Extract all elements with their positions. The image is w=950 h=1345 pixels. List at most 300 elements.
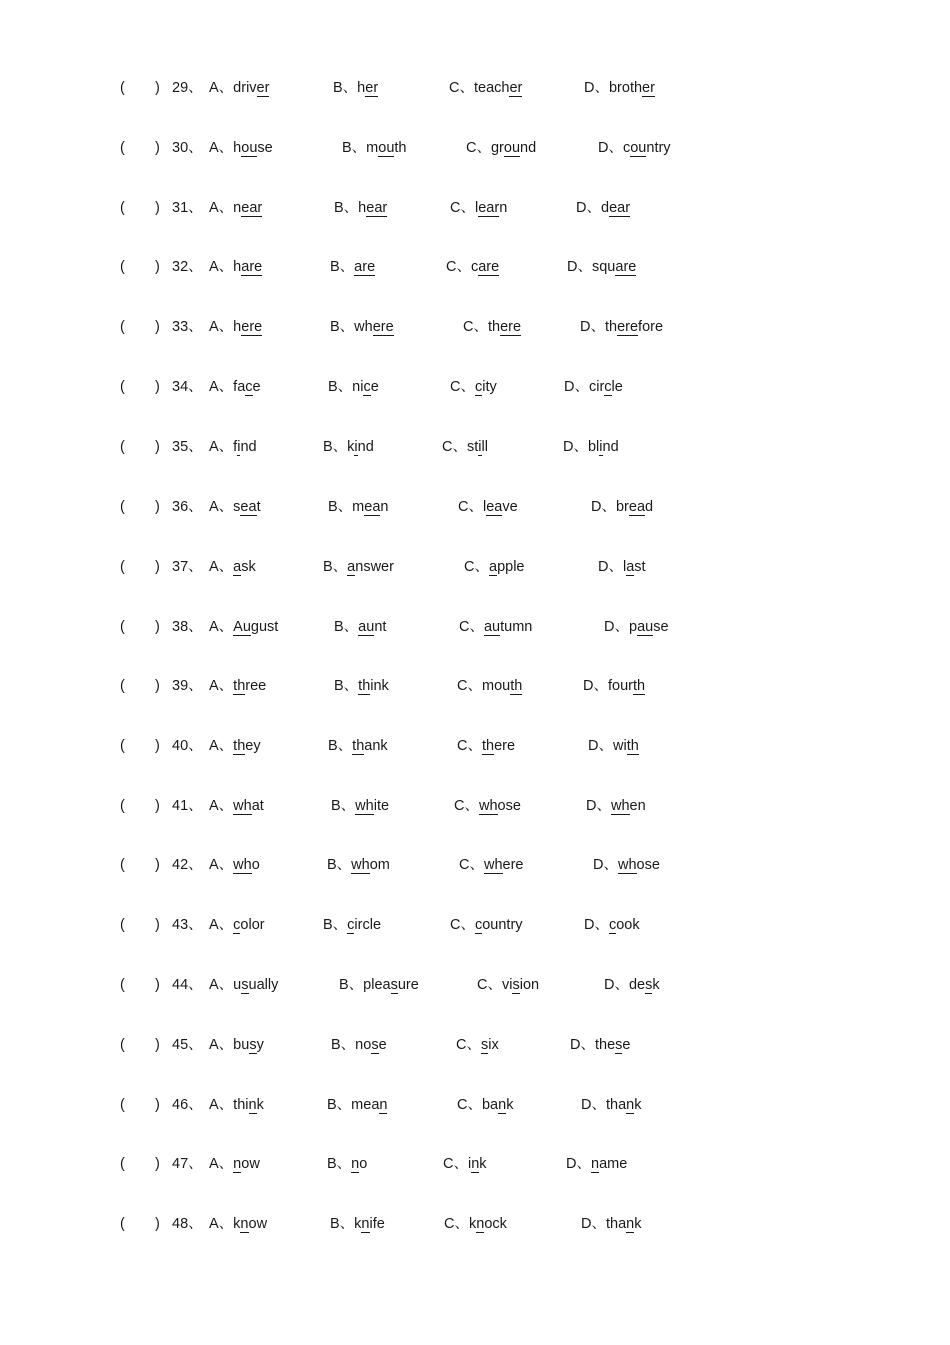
underlined-letters: ere	[241, 319, 263, 335]
underlined-letters: n	[351, 1156, 360, 1172]
option-c	[457, 735, 515, 757]
option-separator: 、	[218, 559, 234, 575]
underlined-letters: s	[615, 1037, 623, 1053]
option-letter: C	[443, 1156, 454, 1172]
option-separator: 、	[464, 798, 479, 814]
answer-blank-open-paren[interactable]: (	[120, 1097, 125, 1113]
option-separator: 、	[573, 439, 588, 455]
underlined-letters: n	[626, 1216, 635, 1232]
underlined-letters: c	[604, 379, 612, 395]
question-row	[0, 77, 950, 99]
underlined-letters: a	[233, 559, 242, 575]
underlined-letters: ou	[378, 140, 395, 156]
option-letter: C	[450, 379, 461, 395]
option-separator: 、	[467, 678, 482, 694]
word-prefix: teach	[473, 80, 510, 96]
option-letter: A	[209, 977, 219, 993]
answer-blank-close-paren: )	[155, 1216, 160, 1232]
option-letter: D	[586, 798, 597, 814]
option-letter: D	[581, 1097, 592, 1113]
answer-blank-close-paren: )	[155, 559, 160, 575]
word-suffix: d	[645, 499, 654, 515]
option-separator: 、	[342, 80, 358, 96]
word-suffix: y	[256, 1037, 264, 1053]
word-suffix: gust	[250, 619, 279, 635]
answer-blank-open-paren[interactable]: (	[120, 80, 125, 96]
answer-blank-close-paren: )	[155, 857, 160, 873]
option-separator: 、	[218, 917, 234, 933]
question-row	[0, 376, 950, 398]
underlined-letters: c	[233, 917, 241, 933]
underlined-letters: s	[390, 977, 398, 993]
option-separator: 、	[608, 140, 623, 156]
underlined-letters: are	[478, 259, 500, 275]
answer-blank-close-paren: )	[155, 917, 160, 933]
option-letter: C	[463, 319, 474, 335]
option-b	[330, 1213, 385, 1235]
option-separator: 、	[340, 1037, 356, 1053]
question-number: 39、	[172, 678, 203, 694]
option-c	[444, 1213, 507, 1235]
option-a	[209, 137, 273, 159]
option-separator: 、	[469, 619, 484, 635]
option-a	[209, 675, 266, 697]
option-letter: B	[328, 499, 338, 515]
option-letter: D	[598, 140, 609, 156]
option-separator: 、	[218, 319, 234, 335]
word-prefix: gr	[490, 140, 504, 156]
option-separator: 、	[466, 1037, 481, 1053]
option-letter: C	[464, 559, 475, 575]
option-c	[442, 436, 488, 458]
word-prefix: plea	[363, 977, 391, 993]
option-letter: A	[209, 917, 219, 933]
option-separator: 、	[218, 1216, 234, 1232]
option-d	[570, 1034, 630, 1056]
option-separator: 、	[218, 977, 234, 993]
answer-blank-open-paren[interactable]: (	[120, 619, 125, 635]
underlined-letters: wh	[617, 857, 637, 873]
option-separator: 、	[218, 738, 234, 754]
option-letter: A	[209, 499, 219, 515]
option-letter: A	[209, 1216, 219, 1232]
option-letter: B	[334, 619, 344, 635]
word-suffix: th	[394, 140, 407, 156]
underlined-letters: ou	[241, 140, 258, 156]
option-d	[563, 436, 619, 458]
word-prefix: vi	[501, 977, 513, 993]
word-prefix: h	[233, 259, 242, 275]
option-b	[342, 137, 407, 159]
word-prefix: driv	[233, 80, 257, 96]
answer-blank-open-paren[interactable]: (	[120, 140, 125, 156]
option-separator: 、	[218, 140, 234, 156]
underlined-letters: au	[483, 619, 501, 635]
word-prefix: four	[607, 678, 633, 694]
word-suffix: ank	[364, 738, 388, 754]
word-prefix: tha	[605, 1097, 627, 1113]
option-d	[581, 1213, 641, 1235]
option-letter: D	[580, 319, 591, 335]
option-letter: D	[576, 200, 587, 216]
word-suffix: ey	[245, 738, 261, 754]
option-separator: 、	[594, 917, 609, 933]
answer-blank-close-paren: )	[155, 499, 160, 515]
answer-blank-open-paren[interactable]: (	[120, 499, 125, 515]
option-letter: A	[209, 798, 219, 814]
word-prefix: cir	[588, 379, 605, 395]
option-separator: 、	[218, 619, 234, 635]
answer-blank-open-paren[interactable]: (	[120, 857, 125, 873]
option-separator: 、	[467, 1097, 482, 1113]
underlined-letters: s	[371, 1037, 379, 1053]
answer-blank-open-paren[interactable]: (	[120, 1156, 125, 1172]
option-d	[598, 137, 671, 159]
underlined-letters: er	[642, 80, 655, 96]
option-d	[576, 197, 630, 219]
word-prefix: l	[482, 499, 487, 515]
word-prefix: the	[594, 1037, 616, 1053]
option-c	[459, 854, 524, 876]
option-letter: B	[330, 1216, 340, 1232]
option-separator: 、	[591, 1216, 606, 1232]
word-prefix: c	[622, 140, 631, 156]
underlined-letters: au	[358, 619, 375, 635]
word-prefix: h	[233, 319, 242, 335]
option-separator: 、	[586, 200, 601, 216]
underlined-letters: ear	[241, 200, 263, 216]
option-letter: A	[209, 1156, 219, 1172]
underlined-letters: wh	[610, 798, 630, 814]
underlined-letters: ere	[500, 319, 522, 335]
underlined-letters: er	[509, 80, 523, 96]
word-suffix: o	[359, 1156, 368, 1172]
word-suffix: e	[622, 1037, 631, 1053]
underlined-letters: i	[354, 439, 358, 455]
word-suffix: e	[370, 379, 379, 395]
word-prefix: bu	[233, 1037, 250, 1053]
option-separator: 、	[337, 738, 353, 754]
option-a	[209, 376, 261, 398]
option-letter: B	[323, 917, 333, 933]
option-d	[593, 854, 660, 876]
word-prefix: bl	[587, 439, 600, 455]
option-separator: 、	[487, 977, 502, 993]
option-a	[209, 795, 264, 817]
answer-blank-open-paren[interactable]: (	[120, 559, 125, 575]
question-row	[0, 197, 950, 219]
option-c	[463, 316, 521, 338]
answer-blank-open-paren[interactable]: (	[120, 259, 125, 275]
word-suffix: ve	[502, 499, 518, 515]
option-separator: 、	[337, 499, 353, 515]
underlined-letters: n	[471, 1156, 480, 1172]
word-suffix: ose	[497, 798, 521, 814]
word-suffix: ix	[488, 1037, 499, 1053]
option-separator: 、	[574, 379, 589, 395]
option-b	[328, 376, 379, 398]
word-suffix: ircle	[354, 917, 382, 933]
option-a	[209, 77, 269, 99]
option-letter: D	[598, 559, 609, 575]
underlined-letters: i	[478, 439, 482, 455]
option-a	[209, 735, 261, 757]
option-letter: C	[456, 1037, 467, 1053]
option-b	[323, 436, 374, 458]
word-suffix: ountry	[482, 917, 523, 933]
option-letter: D	[604, 977, 615, 993]
option-separator: 、	[603, 857, 618, 873]
underlined-letters: wh	[478, 798, 498, 814]
option-separator: 、	[593, 678, 608, 694]
underlined-letters: ear	[609, 200, 631, 216]
underlined-letters: are	[354, 259, 376, 275]
word-prefix: st	[466, 439, 479, 455]
question-row	[0, 795, 950, 817]
option-letter: C	[444, 1216, 455, 1232]
underlined-letters: Au	[233, 619, 251, 635]
word-prefix: mou	[481, 678, 511, 694]
word-suffix: ink	[370, 678, 389, 694]
word-suffix: sk	[241, 559, 256, 575]
answer-blank-open-paren[interactable]: (	[120, 798, 125, 814]
answer-blank-open-paren[interactable]: (	[120, 977, 125, 993]
option-letter: C	[450, 200, 461, 216]
word-prefix: thi	[233, 1097, 249, 1113]
underlined-letters: c	[347, 917, 355, 933]
word-suffix: k	[634, 1097, 642, 1113]
underlined-letters: wh	[233, 798, 252, 814]
option-separator: 、	[577, 259, 592, 275]
question-row	[0, 1153, 950, 1175]
word-suffix: se	[653, 619, 669, 635]
underlined-letters: c	[245, 379, 253, 395]
word-suffix: tumn	[500, 619, 533, 635]
underlined-letters: th	[233, 738, 246, 754]
word-suffix: nd	[520, 140, 537, 156]
option-separator: 、	[218, 1037, 234, 1053]
word-suffix: o	[251, 857, 260, 873]
question-number: 41、	[172, 798, 203, 814]
option-d	[583, 675, 645, 697]
option-letter: D	[567, 259, 578, 275]
word-prefix: h	[358, 200, 367, 216]
option-separator: 、	[332, 439, 348, 455]
option-d	[604, 974, 660, 996]
underlined-letters: th	[510, 678, 523, 694]
option-letter: C	[457, 1097, 468, 1113]
option-separator: 、	[601, 499, 616, 515]
option-separator: 、	[351, 140, 367, 156]
option-letter: A	[209, 559, 219, 575]
underlined-letters: s	[249, 1037, 257, 1053]
option-letter: D	[588, 738, 599, 754]
question-number: 30、	[172, 140, 203, 156]
underlined-letters: th	[358, 678, 371, 694]
option-b	[331, 795, 389, 817]
option-b	[330, 316, 394, 338]
option-b	[327, 1153, 367, 1175]
word-prefix: l	[474, 200, 479, 216]
option-letter: B	[334, 678, 344, 694]
answer-blank-close-paren: )	[155, 200, 160, 216]
underlined-letters: s	[645, 977, 653, 993]
option-d	[604, 616, 669, 638]
word-suffix: ock	[484, 1216, 507, 1232]
option-letter: B	[327, 1156, 337, 1172]
option-separator: 、	[343, 619, 359, 635]
answer-blank-close-paren: )	[155, 80, 160, 96]
option-b	[339, 974, 419, 996]
underlined-letters: au	[637, 619, 654, 635]
question-number: 47、	[172, 1156, 203, 1172]
option-letter: A	[209, 319, 219, 335]
word-prefix: h	[357, 80, 366, 96]
word-prefix: th	[604, 319, 618, 335]
underlined-letters: c	[474, 917, 483, 933]
option-c	[450, 914, 523, 936]
option-letter: B	[323, 559, 333, 575]
option-letter: B	[334, 200, 344, 216]
word-suffix: k	[634, 1216, 642, 1232]
underlined-letters: wh	[355, 798, 374, 814]
option-a	[209, 974, 278, 996]
word-suffix: t	[256, 499, 261, 515]
word-prefix: k	[233, 1216, 241, 1232]
word-suffix: ite	[373, 798, 390, 814]
underlined-letters: th	[352, 738, 365, 754]
answer-blank-open-paren[interactable]: (	[120, 319, 125, 335]
word-prefix: ni	[352, 379, 364, 395]
answer-blank-open-paren[interactable]: (	[120, 738, 125, 754]
answer-blank-open-paren[interactable]: (	[120, 917, 125, 933]
underlined-letters: are	[241, 259, 263, 275]
option-letter: B	[342, 140, 352, 156]
word-prefix: h	[233, 140, 242, 156]
option-letter: C	[457, 678, 468, 694]
word-suffix: ook	[616, 917, 640, 933]
option-letter: A	[209, 200, 219, 216]
answer-blank-open-paren[interactable]: (	[120, 1216, 125, 1232]
word-suffix: k	[506, 1097, 514, 1113]
option-letter: D	[591, 499, 602, 515]
question-number: 38、	[172, 619, 203, 635]
option-b	[331, 1034, 387, 1056]
option-d	[581, 1094, 641, 1116]
option-letter: B	[323, 439, 333, 455]
option-a	[209, 556, 256, 578]
word-prefix: i	[467, 1156, 472, 1172]
question-number: 44、	[172, 977, 203, 993]
underlined-letters: n	[476, 1216, 485, 1232]
option-letter: A	[209, 140, 219, 156]
option-separator: 、	[337, 379, 353, 395]
option-letter: B	[331, 798, 341, 814]
answer-blank-open-paren[interactable]: (	[120, 678, 125, 694]
option-separator: 、	[343, 678, 359, 694]
option-letter: C	[459, 857, 470, 873]
word-suffix: ntry	[646, 140, 671, 156]
answer-blank-close-paren: )	[155, 1156, 160, 1172]
word-prefix: de	[628, 977, 646, 993]
question-number: 46、	[172, 1097, 203, 1113]
word-prefix: p	[628, 619, 638, 635]
option-c	[459, 616, 532, 638]
underlined-letters: i	[599, 439, 603, 455]
word-suffix: st	[634, 559, 646, 575]
underlined-letters: s	[512, 977, 520, 993]
underlined-letters: n	[233, 1156, 242, 1172]
word-suffix: nswer	[355, 559, 394, 575]
option-d	[584, 914, 640, 936]
answer-blank-open-paren[interactable]: (	[120, 379, 125, 395]
option-letter: A	[209, 1037, 219, 1053]
option-separator: 、	[218, 439, 234, 455]
answer-blank-open-paren[interactable]: (	[120, 439, 125, 455]
option-d	[584, 77, 655, 99]
option-a	[209, 854, 260, 876]
option-letter: D	[584, 80, 595, 96]
option-separator: 、	[218, 379, 234, 395]
word-suffix: ife	[369, 1216, 385, 1232]
word-suffix: ree	[245, 678, 267, 694]
option-letter: A	[209, 439, 219, 455]
option-letter: B	[327, 857, 337, 873]
word-suffix: ose	[636, 857, 660, 873]
option-b	[330, 256, 375, 278]
answer-blank-close-paren: )	[155, 259, 160, 275]
option-separator: 、	[332, 559, 348, 575]
option-c	[456, 1034, 499, 1056]
option-separator: 、	[453, 1156, 468, 1172]
question-number: 36、	[172, 499, 203, 515]
option-letter: A	[209, 1097, 219, 1113]
answer-blank-open-paren[interactable]: (	[120, 1037, 125, 1053]
option-a	[209, 256, 262, 278]
answer-blank-close-paren: )	[155, 379, 160, 395]
question-number: 34、	[172, 379, 203, 395]
underlined-letters: ear	[478, 200, 500, 216]
option-separator: 、	[614, 977, 629, 993]
option-letter: D	[564, 379, 575, 395]
word-prefix: broth	[608, 80, 643, 96]
option-separator: 、	[218, 200, 234, 216]
option-c	[450, 197, 507, 219]
answer-blank-open-paren[interactable]: (	[120, 200, 125, 216]
option-separator: 、	[218, 259, 234, 275]
underlined-letters: ear	[366, 200, 388, 216]
underlined-letters: i	[237, 439, 241, 455]
word-prefix: m	[352, 499, 365, 515]
underlined-letters: ere	[372, 319, 394, 335]
question-row	[0, 556, 950, 578]
underlined-letters: ea	[628, 499, 646, 515]
word-suffix: en	[629, 798, 646, 814]
option-letter: D	[581, 1216, 592, 1232]
option-letter: C	[457, 738, 468, 754]
option-separator: 、	[476, 140, 491, 156]
answer-blank-close-paren: )	[155, 977, 160, 993]
word-suffix: ow	[248, 1216, 268, 1232]
option-separator: 、	[591, 1097, 606, 1113]
answer-blank-close-paren: )	[155, 1037, 160, 1053]
answer-blank-close-paren: )	[155, 738, 160, 754]
word-prefix: no	[355, 1037, 372, 1053]
underlined-letters: n	[498, 1097, 507, 1113]
option-separator: 、	[598, 738, 613, 754]
word-suffix: nt	[374, 619, 387, 635]
question-row	[0, 675, 950, 697]
